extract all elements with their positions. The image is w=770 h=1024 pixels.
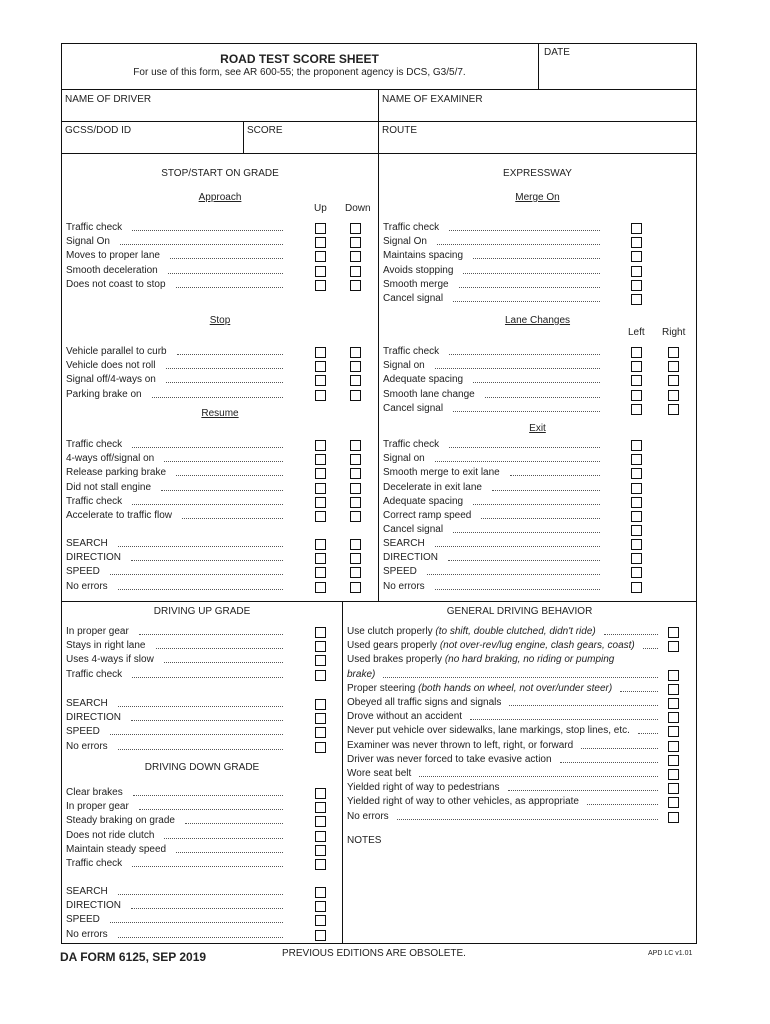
general-item-label: [347, 626, 596, 638]
general-item-checkbox[interactable]: [668, 641, 679, 652]
resume-item-leader: [182, 518, 283, 519]
general-item-text: Driver was never forced to take evasive action: [347, 753, 552, 765]
exit-subtitle: Exit: [529, 423, 546, 434]
down-grade-item-label: Steady braking on grade: [66, 815, 175, 827]
approach-item-label: Signal On: [66, 236, 110, 248]
general-item-checkbox[interactable]: [668, 726, 679, 737]
exit-item-label: Cancel signal: [383, 524, 444, 536]
general-item-label: [347, 654, 614, 666]
approach-item-leader: [176, 287, 283, 288]
approach-item-label: Does not coast to stop: [66, 278, 166, 290]
resume-item-leader: [132, 447, 283, 448]
version-label: APD LC v1.01: [648, 950, 693, 957]
ssg-summary-item-checkbox-2[interactable]: [350, 553, 361, 564]
expressway-summary-item-label: SEARCH: [383, 538, 425, 549]
merge-item-checkbox-1[interactable]: [631, 294, 642, 305]
lane-item-leader: [453, 411, 600, 412]
down-grade-summary-item-checkbox-1[interactable]: [315, 930, 326, 941]
resume-item-checkbox-2[interactable]: [350, 497, 361, 508]
expressway-summary-item-leader: [435, 546, 600, 547]
ssg-summary-item-label: No errors: [66, 580, 108, 592]
resume-item-checkbox-1[interactable]: [315, 497, 326, 508]
stop-item-checkbox-1[interactable]: [315, 375, 326, 386]
general-item-label: [347, 782, 500, 794]
lane-item-label: Traffic check: [383, 346, 440, 357]
general-item-note: (no hard braking, no riding or pumping: [442, 654, 615, 666]
obsolete-note: PREVIOUS EDITIONS ARE OBSOLETE.: [282, 948, 466, 959]
expressway-summary-item-checkbox-1[interactable]: [631, 553, 642, 564]
down-grade-item-checkbox-1[interactable]: [315, 845, 326, 856]
general-item-text: Yielded right of way to pedestrians: [347, 782, 500, 794]
stop-item-leader: [177, 354, 283, 355]
general-item-leader: [604, 634, 658, 635]
approach-item-checkbox-1[interactable]: [315, 280, 326, 291]
lane-item-label: Cancel signal: [383, 402, 444, 414]
general-item-note: (not over-rev/lug engine, clash gears, coast): [437, 640, 635, 652]
resume-item-label: Accelerate to traffic flow: [66, 510, 172, 521]
down-grade-item-leader: [133, 795, 283, 796]
down-grade-summary-item-label: No errors: [66, 928, 108, 940]
stop-subtitle: Stop: [209, 315, 231, 326]
notes-label: NOTES: [347, 834, 382, 846]
general-item-checkbox[interactable]: [668, 712, 679, 723]
resume-item-checkbox-1[interactable]: [315, 440, 326, 451]
ssg-summary-item-checkbox-1[interactable]: [315, 553, 326, 564]
stop-item-label: Parking brake on: [66, 388, 142, 400]
merge-item-checkbox-1[interactable]: [631, 266, 642, 277]
down-grade-summary-item-checkbox-1[interactable]: [315, 901, 326, 912]
notes-area[interactable]: [347, 851, 687, 940]
up-grade-summary-item-checkbox-1[interactable]: [315, 713, 326, 724]
down-grade-summary-item-leader: [110, 922, 283, 923]
general-item-continuation: brake): [347, 668, 376, 680]
general-item-text: Examiner was never thrown to left, right, or forward: [347, 739, 574, 751]
general-item-text: Use clutch properly: [347, 626, 433, 637]
up-grade-item-label: Traffic check: [66, 668, 123, 680]
lane-item-leader: [485, 397, 600, 398]
expressway-summary-item-label: SPEED: [383, 566, 417, 578]
general-item-checkbox[interactable]: [668, 755, 679, 766]
up-grade-item-checkbox-1[interactable]: [315, 670, 326, 681]
general-item-leader: [587, 804, 658, 805]
general-item-checkbox[interactable]: [668, 812, 679, 823]
lane-item-checkbox-2[interactable]: [668, 361, 679, 372]
score-label: SCORE: [247, 125, 283, 136]
exit-item-checkbox-1[interactable]: [631, 525, 642, 536]
lane-item-checkbox-1[interactable]: [631, 347, 642, 358]
down-grade-item-leader: [132, 866, 283, 867]
route-label: ROUTE: [382, 125, 417, 136]
ssg-summary-item-checkbox-1[interactable]: [315, 582, 326, 593]
exit-item-checkbox-1[interactable]: [631, 454, 642, 465]
form-number: DA FORM 6125, SEP 2019: [60, 950, 207, 964]
general-item-leader: [470, 719, 658, 720]
up-grade-summary-item-label: SEARCH: [66, 698, 108, 709]
approach-item-leader: [170, 258, 283, 259]
approach-item-leader: [168, 273, 283, 274]
expressway-summary-item-checkbox-1[interactable]: [631, 567, 642, 578]
general-item-leader: [383, 677, 658, 678]
down-grade-item-leader: [164, 838, 283, 839]
down-grade-summary-item-checkbox-1[interactable]: [315, 915, 326, 926]
col-up-label: Up: [314, 203, 327, 214]
resume-item-checkbox-2[interactable]: [350, 468, 361, 479]
lane-item-checkbox-1[interactable]: [631, 390, 642, 401]
general-item-text: Proper steering: [347, 682, 416, 694]
general-item-checkbox[interactable]: [668, 769, 679, 780]
general-item-text: Drove without an accident: [347, 711, 463, 723]
up-grade-item-label: Stays in right lane: [66, 640, 146, 652]
exit-item-leader: [473, 504, 600, 505]
general-item-label: [347, 768, 411, 780]
general-item-label: [347, 683, 612, 695]
up-grade-summary-item-checkbox-1[interactable]: [315, 742, 326, 753]
merge-item-label: Signal On: [383, 236, 427, 248]
stop-item-label: Vehicle does not roll: [66, 360, 156, 372]
merge-item-checkbox-1[interactable]: [631, 280, 642, 291]
form-subtitle: For use of this form, see AR 600-55; the proponent agency is DCS, G3/5/7.: [133, 67, 466, 78]
exit-item-leader: [453, 532, 600, 533]
resume-item-leader: [161, 490, 283, 491]
up-grade-item-checkbox-1[interactable]: [315, 655, 326, 666]
resume-subtitle: Resume: [201, 408, 239, 419]
ssg-summary-item-label: SEARCH: [66, 538, 108, 549]
expressway-summary-item-label: No errors: [383, 580, 425, 592]
exit-item-label: Decelerate in exit lane: [383, 481, 482, 493]
lane-item-checkbox-2[interactable]: [668, 375, 679, 386]
approach-item-checkbox-2[interactable]: [350, 223, 361, 234]
expressway-summary-item-checkbox-1[interactable]: [631, 539, 642, 550]
general-item-checkbox[interactable]: [668, 698, 679, 709]
lane-item-checkbox-2[interactable]: [668, 347, 679, 358]
exit-item-checkbox-1[interactable]: [631, 440, 642, 451]
stop-item-checkbox-1[interactable]: [315, 361, 326, 372]
exit-item-leader: [510, 475, 600, 476]
ssg-section-title: STOP/START ON GRADE: [161, 168, 279, 179]
up-grade-summary-item-checkbox-1[interactable]: [315, 727, 326, 738]
approach-item-checkbox-2[interactable]: [350, 266, 361, 277]
ssg-summary-item-leader: [118, 546, 283, 547]
resume-item-leader: [164, 461, 283, 462]
general-item-text: Wore seat belt: [347, 768, 412, 779]
ssg-summary-item-checkbox-1[interactable]: [315, 567, 326, 578]
lane-item-checkbox-1[interactable]: [631, 404, 642, 415]
up-grade-summary-item-leader: [131, 720, 283, 721]
down-grade-item-checkbox-1[interactable]: [315, 831, 326, 842]
general-item-text: No errors: [347, 810, 389, 822]
down-grade-item-checkbox-1[interactable]: [315, 859, 326, 870]
merge-item-label: Traffic check: [383, 222, 440, 233]
general-item-label: [347, 711, 462, 723]
general-item-label: [347, 640, 635, 652]
resume-item-checkbox-2[interactable]: [350, 440, 361, 451]
down-grade-item-label: In proper gear: [66, 801, 129, 813]
ssg-summary-item-checkbox-2[interactable]: [350, 567, 361, 578]
stop-item-checkbox-2[interactable]: [350, 375, 361, 386]
approach-item-checkbox-1[interactable]: [315, 251, 326, 262]
up-grade-item-checkbox-1[interactable]: [315, 641, 326, 652]
merge-item-leader: [453, 301, 600, 302]
merge-item-leader: [459, 287, 600, 288]
expressway-summary-item-leader: [448, 560, 600, 561]
form-title: ROAD TEST SCORE SHEET: [220, 52, 379, 66]
stop-item-leader: [152, 397, 283, 398]
ssg-summary-item-checkbox-1[interactable]: [315, 539, 326, 550]
expressway-summary-item-leader: [427, 574, 600, 575]
merge-item-label: Avoids stopping: [383, 264, 454, 276]
down-grade-item-leader: [185, 823, 283, 824]
lane-item-checkbox-1[interactable]: [631, 361, 642, 372]
up-grade-item-checkbox-1[interactable]: [315, 627, 326, 638]
general-section-title: GENERAL DRIVING BEHAVIOR: [446, 606, 593, 617]
down-grade-item-leader: [176, 852, 283, 853]
up-grade-summary-item-leader: [110, 734, 283, 735]
ssg-summary-item-leader: [118, 589, 283, 590]
general-item-leader: [581, 748, 658, 749]
up-grade-section-title: DRIVING UP GRADE: [153, 606, 251, 617]
resume-item-label: Traffic check: [66, 439, 123, 450]
approach-item-checkbox-2[interactable]: [350, 280, 361, 291]
lane-item-leader: [435, 368, 600, 369]
approach-item-label: Smooth deceleration: [66, 264, 158, 276]
lane-item-leader: [473, 382, 600, 383]
general-item-text: Obeyed all traffic signs and signals: [347, 697, 502, 708]
merge-item-label: Smooth merge: [383, 278, 449, 290]
ssg-summary-item-label: SPEED: [66, 566, 100, 578]
resume-item-checkbox-1[interactable]: [315, 468, 326, 479]
up-grade-item-label: In proper gear: [66, 626, 129, 637]
general-item-label: [347, 796, 579, 808]
up-grade-item-leader: [139, 634, 283, 635]
up-grade-summary-item-label: SPEED: [66, 726, 100, 738]
resume-item-label: Did not stall engine: [66, 481, 152, 493]
up-grade-summary-item-leader: [118, 749, 283, 750]
stop-item-leader: [166, 382, 283, 383]
resume-item-checkbox-1[interactable]: [315, 454, 326, 465]
driver-name-label: NAME OF DRIVER: [65, 94, 152, 105]
col-down-label: Down: [345, 203, 371, 214]
stop-item-checkbox-2[interactable]: [350, 361, 361, 372]
date-label: DATE: [544, 47, 570, 58]
exit-item-leader: [481, 518, 600, 519]
expressway-section-title: EXPRESSWAY: [503, 168, 572, 179]
down-grade-item-label: Does not ride clutch: [66, 829, 155, 841]
up-grade-summary-item-leader: [118, 706, 283, 707]
exit-item-leader: [492, 490, 600, 491]
up-grade-item-leader: [156, 648, 284, 649]
resume-item-label: 4-ways off/signal on: [66, 453, 155, 465]
general-item-note: (to shift, double clutched, didn't ride): [432, 626, 596, 637]
stop-item-checkbox-1[interactable]: [315, 347, 326, 358]
exit-item-label: Correct ramp speed: [383, 510, 472, 521]
stop-item-label: Signal off/4-ways on: [66, 374, 156, 386]
up-grade-summary-item-label: No errors: [66, 740, 108, 752]
approach-item-checkbox-1[interactable]: [315, 237, 326, 248]
down-grade-summary-item-leader: [118, 937, 283, 938]
resume-item-leader: [132, 504, 283, 505]
down-grade-item-label: Traffic check: [66, 858, 123, 869]
general-item-text: Yielded right of way to other vehicles, as appropriate: [347, 796, 579, 808]
down-grade-summary-item-label: DIRECTION: [66, 900, 121, 912]
merge-item-leader: [473, 258, 600, 259]
lane-item-checkbox-1[interactable]: [631, 375, 642, 386]
lane-item-label: Smooth lane change: [383, 388, 475, 400]
merge-item-label: Cancel signal: [383, 293, 444, 304]
general-item-leader: [643, 648, 658, 649]
down-grade-section-title: DRIVING DOWN GRADE: [144, 762, 260, 773]
down-grade-item-checkbox-1[interactable]: [315, 816, 326, 827]
down-grade-summary-item-checkbox-1[interactable]: [315, 887, 326, 898]
merge-item-checkbox-1[interactable]: [631, 237, 642, 248]
down-grade-item-label: Clear brakes: [66, 787, 123, 798]
stop-item-checkbox-1[interactable]: [315, 390, 326, 401]
approach-item-leader: [120, 244, 283, 245]
approach-item-checkbox-1[interactable]: [315, 223, 326, 234]
general-item-text: Never put vehicle over sidewalks, lane markings, stop lines, etc.: [347, 725, 630, 737]
exit-item-leader: [435, 461, 600, 462]
resume-item-label: Traffic check: [66, 495, 123, 507]
ssg-summary-item-checkbox-2[interactable]: [350, 539, 361, 550]
approach-subtitle: Approach: [198, 192, 242, 203]
approach-item-checkbox-2[interactable]: [350, 251, 361, 262]
merge-item-leader: [463, 273, 600, 274]
resume-item-checkbox-1[interactable]: [315, 511, 326, 522]
resume-item-checkbox-2[interactable]: [350, 511, 361, 522]
down-grade-summary-item-label: SEARCH: [66, 886, 108, 897]
merge-item-checkbox-1[interactable]: [631, 223, 642, 234]
general-item-leader: [509, 705, 658, 706]
ssg-summary-item-leader: [110, 574, 283, 575]
up-grade-summary-item-checkbox-1[interactable]: [315, 699, 326, 710]
general-item-leader: [560, 762, 658, 763]
down-grade-item-checkbox-1[interactable]: [315, 788, 326, 799]
down-grade-item-label: Maintain steady speed: [66, 843, 167, 855]
lane-item-label: Adequate spacing: [383, 374, 464, 386]
down-grade-summary-item-leader: [131, 908, 283, 909]
approach-item-checkbox-2[interactable]: [350, 237, 361, 248]
up-grade-summary-item-label: DIRECTION: [66, 712, 121, 724]
gcss-id-label: GCSS/DOD ID: [65, 125, 132, 136]
general-item-leader: [508, 790, 659, 791]
general-item-leader: [620, 691, 658, 692]
exit-item-label: Signal on: [383, 453, 425, 465]
approach-item-leader: [132, 230, 283, 231]
general-item-leader: [638, 733, 658, 734]
general-item-text: Used brakes properly: [347, 654, 443, 666]
exit-item-leader: [449, 447, 600, 448]
up-grade-item-label: Uses 4-ways if slow: [66, 654, 154, 666]
stop-item-checkbox-2[interactable]: [350, 347, 361, 358]
merge-item-leader: [449, 230, 600, 231]
down-grade-item-checkbox-1[interactable]: [315, 802, 326, 813]
general-item-checkbox[interactable]: [668, 797, 679, 808]
lane-item-label: Signal on: [383, 360, 425, 372]
stop-item-label: Vehicle parallel to curb: [66, 346, 167, 357]
up-grade-item-leader: [132, 677, 283, 678]
ssg-summary-item-label: DIRECTION: [66, 552, 121, 564]
stop-item-leader: [166, 368, 283, 369]
stop-item-checkbox-2[interactable]: [350, 390, 361, 401]
down-grade-item-leader: [139, 809, 283, 810]
lane-item-checkbox-2[interactable]: [668, 390, 679, 401]
resume-item-checkbox-2[interactable]: [350, 483, 361, 494]
examiner-name-label: NAME OF EXAMINER: [382, 94, 483, 105]
general-item-checkbox[interactable]: [668, 741, 679, 752]
lane-item-leader: [449, 354, 600, 355]
down-grade-summary-item-leader: [118, 894, 283, 895]
general-item-checkbox[interactable]: [668, 627, 679, 638]
resume-item-checkbox-1[interactable]: [315, 483, 326, 494]
down-grade-summary-item-label: SPEED: [66, 914, 100, 926]
exit-item-checkbox-1[interactable]: [631, 511, 642, 522]
merge-item-leader: [437, 244, 600, 245]
resume-item-checkbox-2[interactable]: [350, 454, 361, 465]
exit-item-label: Adequate spacing: [383, 495, 464, 507]
date-field[interactable]: [539, 60, 696, 88]
general-item-label: [347, 740, 573, 752]
general-item-leader: [397, 819, 658, 820]
general-item-checkbox[interactable]: [668, 684, 679, 695]
general-item-text: Used gears properly: [347, 640, 438, 652]
col-left-label: Left: [628, 327, 645, 338]
general-item-checkbox[interactable]: [668, 783, 679, 794]
exit-item-label: Smooth merge to exit lane: [383, 467, 500, 479]
exit-item-checkbox-1[interactable]: [631, 497, 642, 508]
general-item-label: [347, 811, 389, 823]
up-grade-item-leader: [164, 662, 283, 663]
expressway-summary-item-leader: [435, 589, 600, 590]
exit-item-label: Traffic check: [383, 439, 440, 450]
general-item-leader: [419, 776, 658, 777]
expressway-summary-item-checkbox-1[interactable]: [631, 582, 642, 593]
ssg-summary-item-checkbox-2[interactable]: [350, 582, 361, 593]
ssg-summary-item-leader: [131, 560, 283, 561]
general-item-label: [347, 754, 552, 766]
merge-item-label: Maintains spacing: [383, 250, 464, 262]
general-item-checkbox[interactable]: [668, 670, 679, 681]
col-right-label: Right: [662, 327, 686, 338]
exit-item-checkbox-1[interactable]: [631, 483, 642, 494]
resume-item-label: Release parking brake: [66, 467, 167, 479]
approach-item-checkbox-1[interactable]: [315, 266, 326, 277]
merge-item-checkbox-1[interactable]: [631, 251, 642, 262]
exit-item-checkbox-1[interactable]: [631, 468, 642, 479]
general-item-note: (both hands on wheel, not over/under steer): [415, 682, 613, 694]
merge-on-subtitle: Merge On: [515, 192, 560, 203]
lane-item-checkbox-2[interactable]: [668, 404, 679, 415]
resume-item-leader: [176, 475, 283, 476]
lane-changes-subtitle: Lane Changes: [504, 315, 571, 326]
general-item-label: [347, 725, 630, 737]
approach-item-label: Moves to proper lane: [66, 250, 160, 262]
approach-item-label: Traffic check: [66, 222, 123, 233]
expressway-summary-item-label: DIRECTION: [383, 552, 438, 564]
general-item-label: [347, 697, 501, 709]
